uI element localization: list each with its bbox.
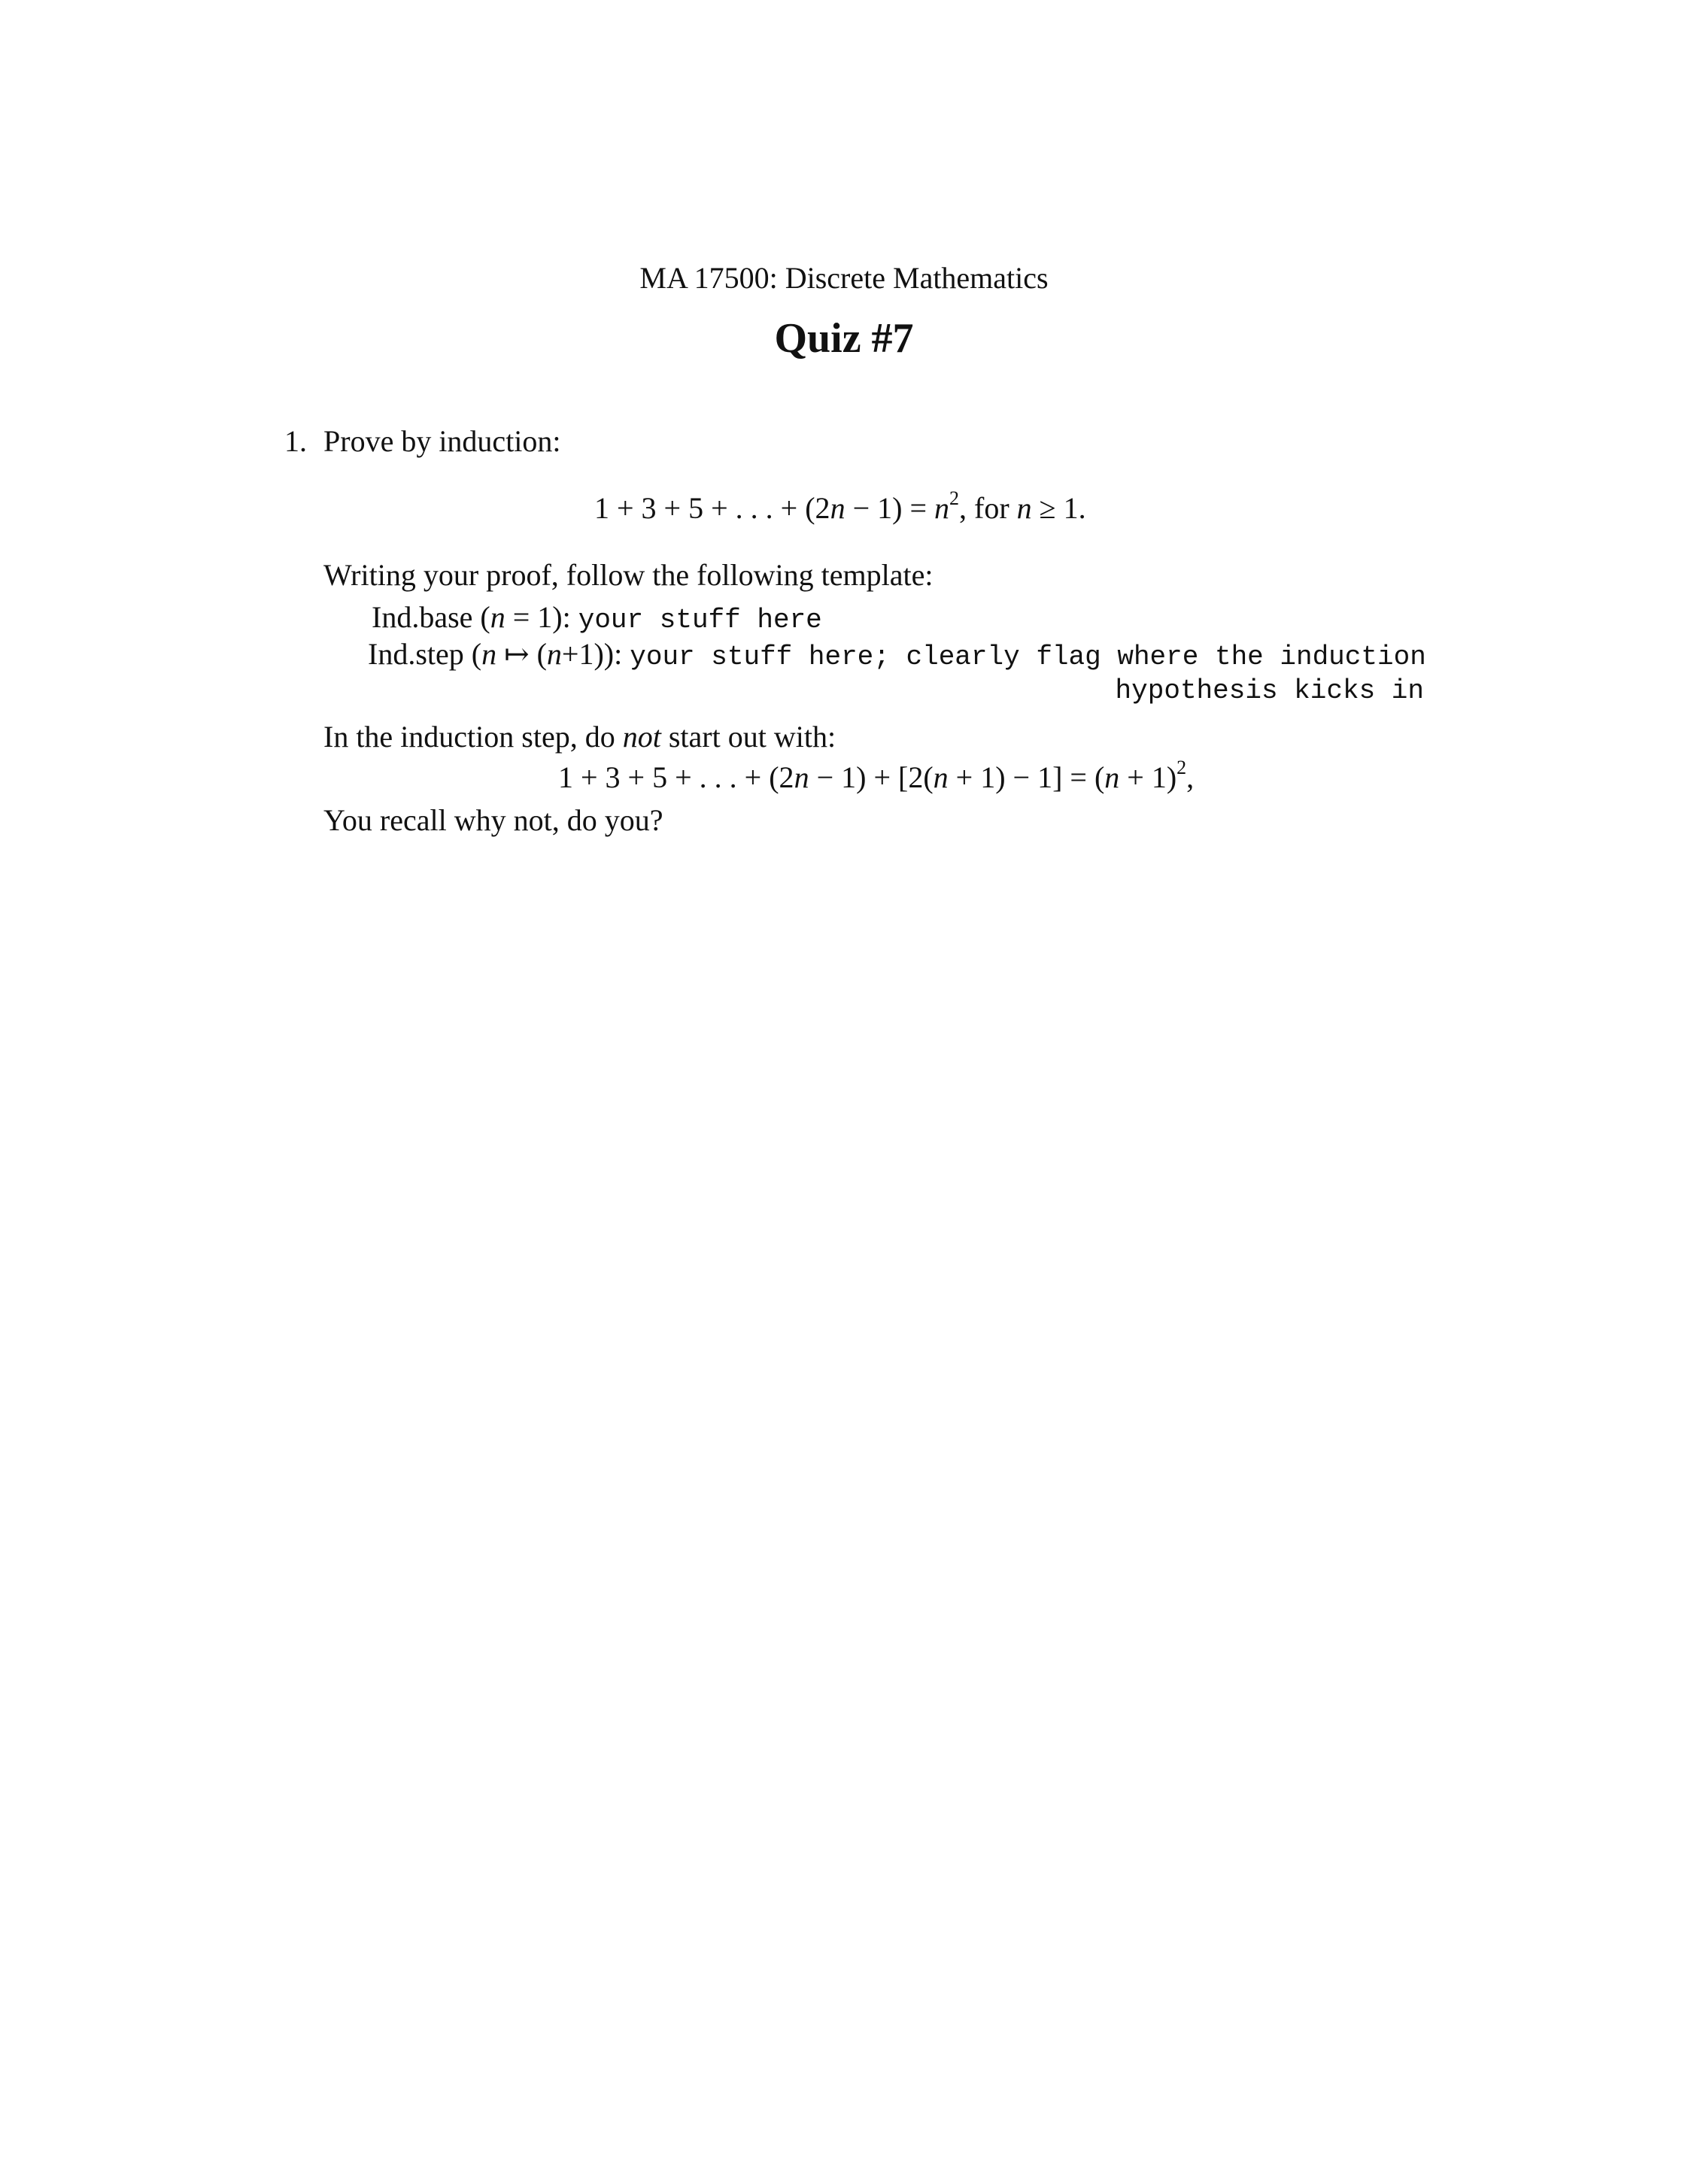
step-placeholder-continued: hypothesis kicks in xyxy=(1115,675,1424,706)
course-name: MA 17500: Discrete Mathematics xyxy=(639,261,1049,295)
problem-prompt: Prove by induction: xyxy=(323,424,561,458)
base-placeholder: your stuff here xyxy=(578,605,822,635)
step-placeholder: your stuff here; clearly flag where the induction xyxy=(630,642,1426,672)
induction-base: Ind.base (n = 1): your stuff here xyxy=(372,600,822,635)
bad-equation: 1 + 3 + 5 + . . . + $(2n - 1) + [2(n + 1) - 1] = (n + 1)^2$, xyxy=(558,757,1195,794)
closing-question: You recall why not, do you? xyxy=(323,803,663,837)
page-title: Quiz #7 xyxy=(774,315,914,362)
main-equation: 1 + 3 + 5 + . . . + $(2n - 1) = n^2$, for n ≥ 1. xyxy=(594,487,1086,525)
problem-number: 1. xyxy=(284,424,307,458)
induction-step: Ind.step (n ↦ (n+1)): your stuff here; clearly flag where the induction xyxy=(368,637,1426,672)
template-intro: Writing your proof, follow the following template: xyxy=(323,558,934,592)
warning-text: In the induction step, do not start out with: xyxy=(323,720,836,754)
